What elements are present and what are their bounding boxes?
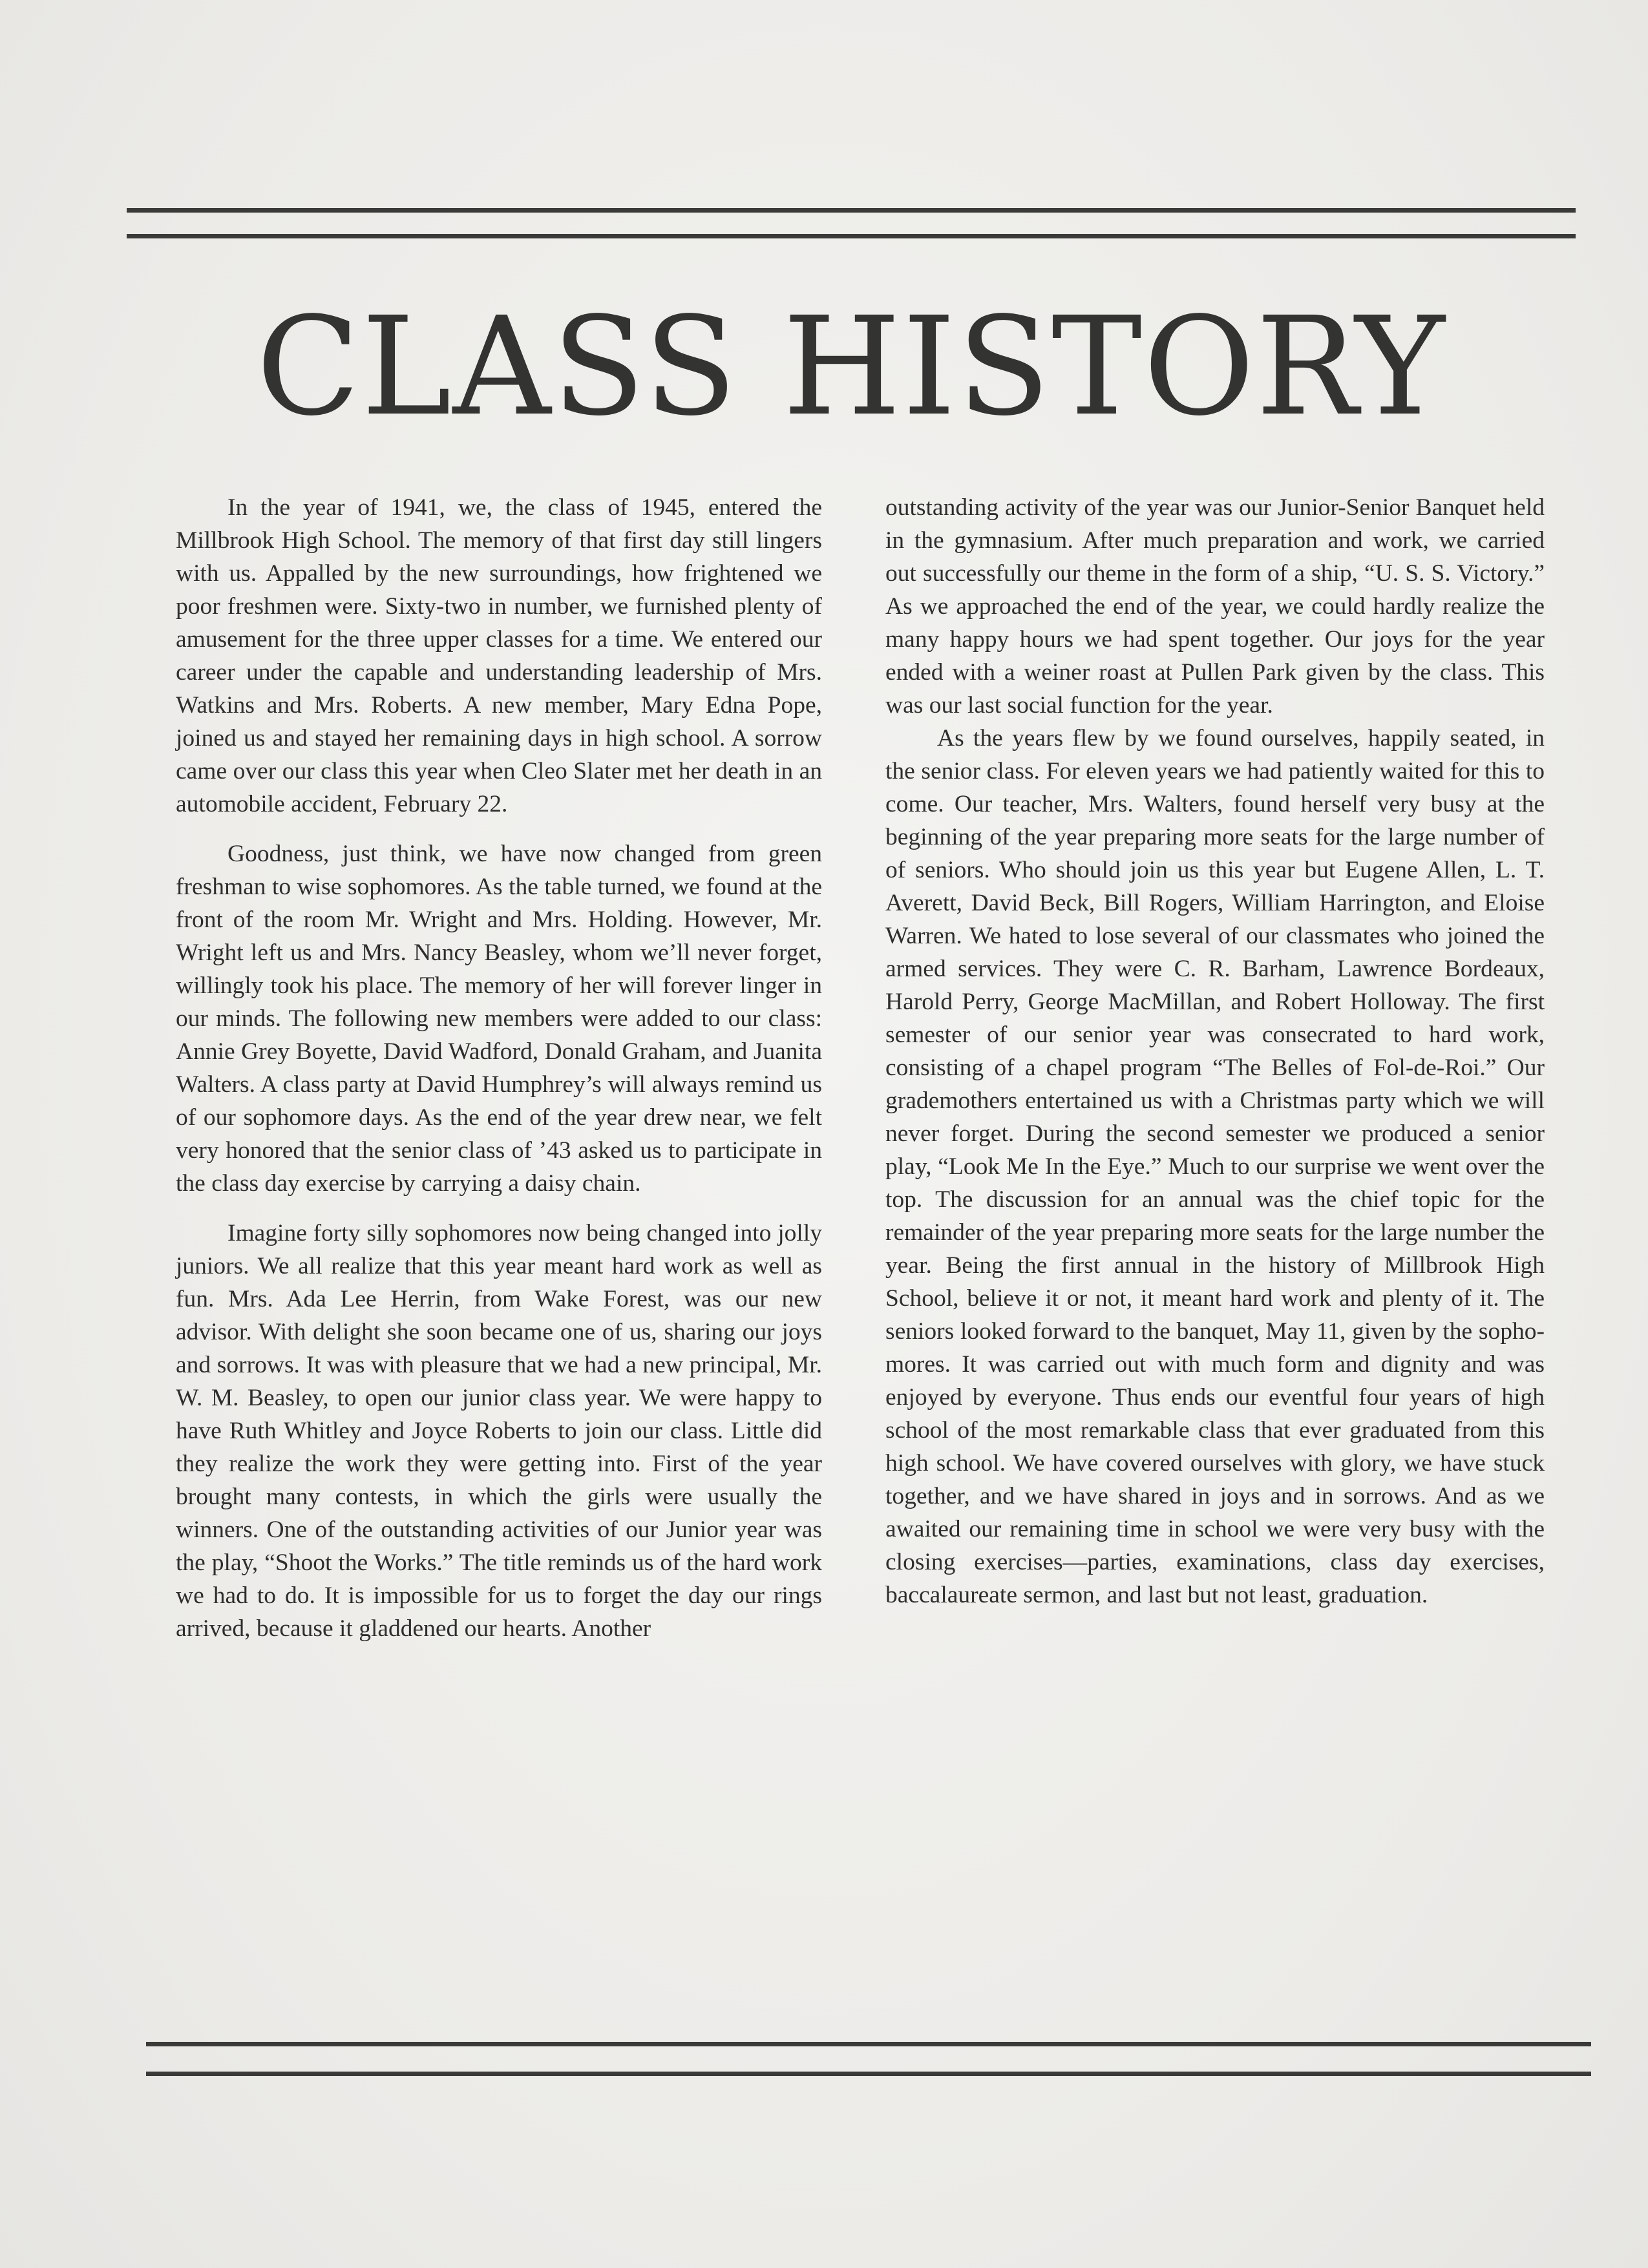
bottom-rule-lower — [146, 2072, 1591, 2076]
top-rule-upper — [127, 208, 1576, 213]
paragraph-junior-year-continued: outstanding activity of the year was our Junior-Senior Banquet held in the gymnasium. After much preparation and work, we carried out successfully our theme in the form of a ship, “U. S. S. Victory.” As we approached the end of the year, we could hardly realize the many happy hours we had spent together. Our joys for the year ended with a weiner roast at Pullen Park given by the class. This was our last social function for the year. — [885, 494, 1545, 719]
right-text-column — [885, 491, 1545, 1612]
top-rule-lower — [127, 234, 1576, 238]
paragraph-sophomore-year: Goodness, just think, we have now changed from green freshman to wise sophomores. As the table turned, we found at the front of the room Mr. Wright and Mrs. Holding. However, Mr. Wright left us and Mrs. Nancy Beasley, whom we’ll never forget, willingly took his place. The memory of her will forever linger in our minds. The following new members were added to our class: Annie Grey Boyette, David Wadford, Donald Graham, and Juanita Walters. A class party at David Humphrey’s will always remind us of our sophomore days. As the end of the year drew near, we felt very honored that the senior class of ’43 asked us to participate in the class day exercise by carrying a daisy chain. — [176, 841, 822, 1197]
bottom-rule-upper — [146, 2042, 1591, 2046]
paragraph-freshman-year: In the year of 1941, we, the class of 1945, entered the Millbrook High School. The memory of that first day still lingers with us. Appalled by the new surroundings, how frightened we poor freshmen were. Sixty-two in number, we furnished plenty of amusement for the three upper classes for a time. We entered our career under the capable and understanding leadership of Mrs. Watkins and Mrs. Roberts. A new member, Mary Edna Pope, joined us and stayed her remaining days in high school. A sorrow came over our class this year when Cleo Slater met her death in an automobile accident, February 22. — [176, 494, 822, 817]
left-text-column — [176, 491, 822, 1645]
paragraph-junior-year: Imagine forty silly sophomores now being changed into jolly juniors. We all realize that this year meant hard work as well as fun. Mrs. Ada Lee Herrin, from Wake Forest, was our new advisor. With delight she soon became one of us, sharing our joys and sorrows. It was with pleasure that we had a new principal, Mr. W. M. Beasley, to open our junior class year. We were happy to have Ruth Whitley and Joyce Roberts to join our class. Little did they realize the work they were getting into. First of the year brought many contests, in which the girls were usually the winners. One of the outstanding activities of our Junior year was the play, “Shoot the Works.” The title reminds us of the hard work we had to do. It is impossible for us to forget the day our rings arrived, because it gladdened our hearts. Another — [176, 1220, 822, 1642]
page-title: CLASS HISTORY — [256, 288, 1446, 446]
paragraph-senior-year: As the years flew by we found ourselves, happily seated, in the senior class. For eleven years we had patiently waited for this to come. Our teacher, Mrs. Walters, found herself very busy at the beginning of the year preparing more seats for the large number of of seniors. Who should join us this year but Eugene Allen, L. T. Averett, David Beck, Bill Rogers, William Harrington, and Eloise Warren. We hated to lose several of our classmates who joined the armed services. They were C. R. Barham, Lawrence Bordeaux, Harold Perry, George MacMillan, and Robert Holloway. The first semester of our senior year was consecrated to hard work, consisting of a chapel program “The Belles of Fol-de-Roi.” Our grademothers entertained us with a Christmas party which we will never forget. During the second semester we produced a senior play, “Look Me In the Eye.” Much to our surprise we went over the top. The discussion for an annual was the chief topic for the remainder of the year preparing more seats for the large number the year. Being the first annual in the history of Millbrook High School, believe it or not, it meant hard work and plenty of it. The seniors looked forward to the banquet, May 11, given by the sophomores. It was carried out with much form and dignity and was enjoyed by everyone. Thus ends our eventful four years of high school of the most remarkable class that ever graduated from this high school. We have covered ourselves with glory, we have stuck together, and we have shared in joys and in sorrows. And as we awaited our remaining time in school we were very busy with the closing exercises—parties, examinations, class day exercises, baccalaureate sermon, and last but not least, graduation. — [885, 725, 1545, 1608]
